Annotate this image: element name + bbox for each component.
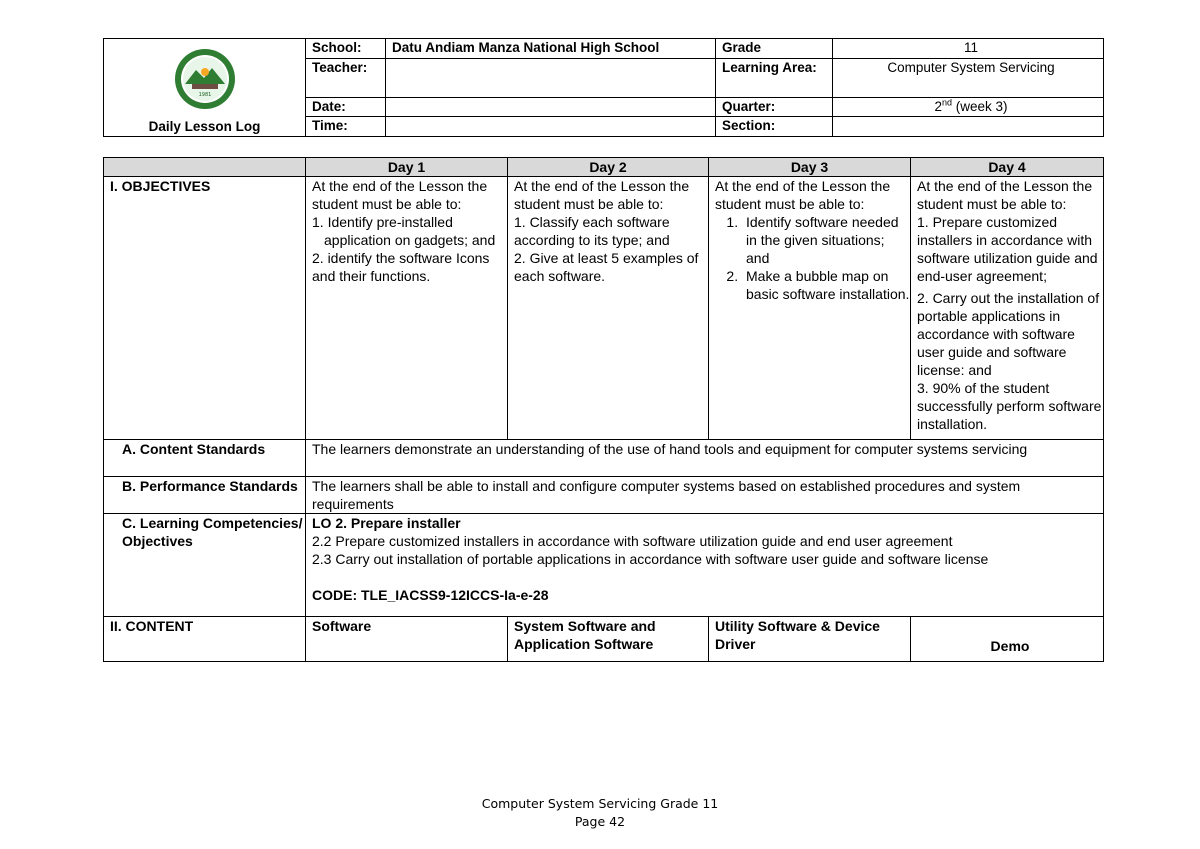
content-day1: Software [306, 617, 508, 662]
objectives-day3: At the end of the Lesson the student must be able to: 1. Identify software needed in the given situations; and 2. Make a bubble map on basic software installation. [709, 177, 911, 440]
school-label: School: [306, 39, 386, 59]
learning-competencies-row [104, 514, 1104, 617]
learning-area-label: Learning Area: [716, 58, 833, 97]
day-header: Day 4 [911, 158, 1104, 177]
content-standards-row [104, 440, 1104, 477]
school-seal-icon [174, 48, 236, 110]
section-label: Section: [716, 117, 833, 137]
content-day2: System Software and Application Software [508, 617, 709, 662]
learning-competencies-text: LO 2. Prepare installer 2.2 Prepare customized installers in accordance with software utilization guide and end user agreement 2.3 Carry out installation of portable applications in accordance with software user guide and software license CODE: TLE_IACSS9-12ICCS-Ia-e-28 [306, 514, 1104, 617]
logo-cell [104, 39, 306, 137]
content-day3: Utility Software & Device Driver [709, 617, 911, 662]
grade-label: Grade [716, 39, 833, 59]
learning-area-value: Computer System Servicing [833, 58, 1104, 97]
objectives-label: I. OBJECTIVES [104, 177, 306, 440]
content-row [104, 617, 1104, 662]
content-standards-label: A. Content Standards [104, 440, 306, 477]
performance-standards-text: The learners shall be able to install and configure computer systems based on established procedures and system requirements [306, 477, 1104, 514]
date-label: Date: [306, 97, 386, 117]
objectives-row [104, 177, 1104, 440]
performance-standards-label: B. Performance Standards [104, 477, 306, 514]
section-value [833, 117, 1104, 137]
objectives-day2: At the end of the Lesson the student must be able to: 1. Classify each software according to its type; and 2. Give at least 5 examples of each software. [508, 177, 709, 440]
day-header: Day 1 [306, 158, 508, 177]
lesson-table [103, 157, 1104, 662]
time-value [386, 117, 716, 137]
school-value: Datu Andiam Manza National High School [386, 39, 716, 59]
header-table [103, 38, 1104, 137]
day-header: Day 3 [709, 158, 911, 177]
empty-header-cell [104, 158, 306, 177]
list-item: 1. Identify software needed in the given situations; and [742, 213, 910, 267]
list-item: 2. Make a bubble map on basic software installation. [742, 267, 910, 303]
learning-competencies-label: C. Learning Competencies/ Objectives [104, 514, 306, 617]
quarter-value: 2nd (week 3) [833, 97, 1104, 117]
footer-title: Computer System Servicing Grade 11 [481, 796, 719, 811]
teacher-value [386, 58, 716, 97]
time-label: Time: [306, 117, 386, 137]
day-header: Day 2 [508, 158, 709, 177]
day-header-row [104, 158, 1104, 177]
page-title: Daily Lesson Log [148, 119, 261, 134]
teacher-label: Teacher: [306, 58, 386, 97]
quarter-label: Quarter: [716, 97, 833, 117]
grade-value: 11 [833, 39, 1104, 59]
performance-standards-row [104, 477, 1104, 514]
content-day4: Demo [911, 617, 1104, 662]
objectives-day4: At the end of the Lesson the student must be able to: 1. Prepare customized installers in accordance with software utilization guide and end-user agreement; 2. Carry out the installation of portable applications in accordance with software user guide and software license: and 3. 90% of the student successfully perform software installation. [911, 177, 1104, 440]
objectives-day1: At the end of the Lesson the student must be able to: 1. Identify pre-installed application on gadgets; and 2. identify the software Icons and their functions. [306, 177, 508, 440]
content-label: II. CONTENT [104, 617, 306, 662]
content-standards-text: The learners demonstrate an understanding of the use of hand tools and equipment for computer systems servicing [306, 440, 1104, 477]
page-number: Page 42 [574, 814, 626, 829]
seal-year: 1981 [198, 92, 211, 98]
date-value [386, 97, 716, 117]
